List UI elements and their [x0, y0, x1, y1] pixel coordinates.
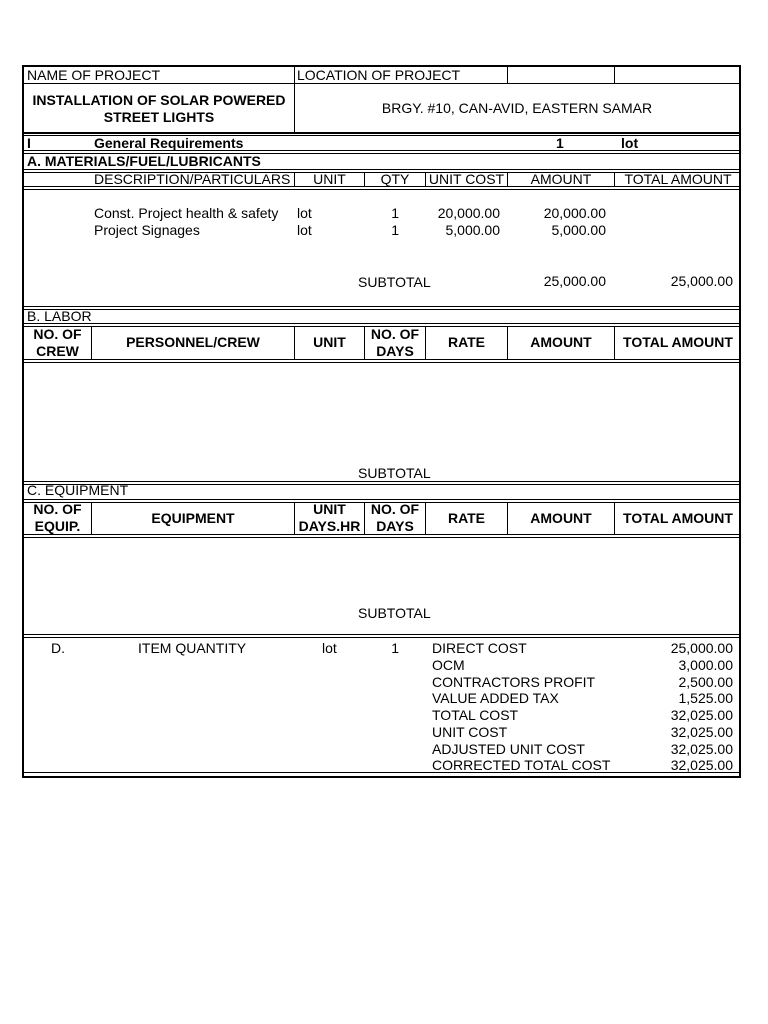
equipment-section-title: C. EQUIPMENT — [27, 482, 129, 498]
equipment-col-no-of-equip-line1: NO. OF — [33, 501, 82, 517]
rule — [24, 499, 739, 500]
col-description: DESCRIPTION/PARTICULARS — [94, 171, 291, 187]
summary-qty: 1 — [391, 640, 399, 656]
equipment-col-no-of-days — [365, 502, 425, 534]
labor-col-rate: RATE — [447, 334, 486, 350]
equipment-col-no-of-days-line1: NO. OF — [370, 501, 420, 517]
labor-col-no-of-crew-line1: NO. OF — [33, 325, 82, 342]
equipment-col-no-of-equip — [24, 502, 91, 534]
item-qty: 1 — [556, 135, 564, 151]
materials-subtotal-amount: 25,000.00 — [543, 273, 606, 289]
rule — [24, 481, 739, 482]
equipment-subtotal-label: SUBTOTAL — [358, 605, 431, 621]
material-qty: 1 — [391, 222, 399, 238]
summary-line-label: ADJUSTED UNIT COST — [432, 741, 585, 757]
equipment-col-amount: AMOUNT — [530, 509, 592, 526]
equipment-col-unit-line1: UNIT — [313, 501, 346, 517]
summary-line-value: 32,025.00 — [670, 741, 733, 757]
col-amount: AMOUNT — [530, 171, 592, 187]
material-amount: 20,000.00 — [543, 205, 606, 221]
summary-unit: lot — [322, 640, 337, 656]
equipment-col-unit-days-hr — [295, 502, 364, 534]
labor-col-total-amount: TOTAL AMOUNT — [623, 334, 733, 350]
material-unit: lot — [297, 205, 312, 221]
rule — [24, 537, 739, 538]
labor-section-title: B. LABOR — [27, 308, 92, 324]
summary-line-label: DIRECT COST — [432, 640, 527, 656]
labor-col-no-of-days-line1: NO. OF — [370, 325, 420, 342]
rule — [24, 323, 739, 324]
summary-line-label: VALUE ADDED TAX — [432, 690, 559, 706]
col-qty: QTY — [380, 171, 410, 187]
rule — [24, 169, 739, 170]
rule — [24, 484, 739, 485]
material-description: Project Signages — [94, 222, 200, 238]
labor-col-no-of-crew-line2: CREW — [36, 342, 79, 359]
materials-section-title: A. MATERIALS/FUEL/LUBRICANTS — [27, 153, 261, 169]
equipment-col-rate: RATE — [447, 509, 486, 526]
project-name-line1: INSTALLATION OF SOLAR POWERED — [32, 92, 286, 108]
rule — [507, 67, 508, 83]
summary-line-value: 2,500.00 — [678, 674, 733, 690]
name-of-project-label: NAME OF PROJECT — [27, 67, 161, 83]
equipment-col-no-of-equip-line2: EQUIP. — [34, 518, 81, 534]
summary-line-label: OCM — [432, 657, 465, 673]
rule — [24, 637, 739, 638]
labor-subtotal-label: SUBTOTAL — [358, 465, 431, 481]
summary-line-value: 3,000.00 — [678, 657, 733, 673]
item-description: General Requirements — [94, 135, 244, 151]
material-unit-cost: 20,000.00 — [437, 205, 500, 221]
equipment-col-equipment: EQUIPMENT — [151, 509, 235, 526]
item-unit: lot — [621, 135, 639, 151]
rule — [24, 132, 739, 134]
rule — [24, 306, 739, 307]
location-of-project-label: LOCATION OF PROJECT — [297, 67, 461, 83]
summary-label: D. — [51, 640, 65, 656]
materials-subtotal-total: 25,000.00 — [670, 273, 733, 289]
rule — [24, 634, 739, 635]
rule — [614, 67, 615, 83]
equipment-col-no-of-days-line2: DAYS — [376, 518, 414, 534]
labor-col-no-of-crew — [24, 326, 91, 359]
summary-line-label: CORRECTED TOTAL COST — [432, 757, 611, 773]
rule — [24, 189, 739, 190]
material-unit-cost: 5,000.00 — [445, 222, 500, 238]
summary-line-value: 32,025.00 — [670, 757, 733, 773]
project-name-line2: STREET LIGHTS — [103, 109, 215, 125]
material-unit: lot — [297, 222, 312, 238]
labor-col-personnel: PERSONNEL/CREW — [126, 334, 260, 350]
rule — [24, 362, 739, 363]
col-unit: UNIT — [313, 171, 346, 187]
item-number: I — [27, 135, 31, 151]
summary-line-label: TOTAL COST — [432, 707, 519, 723]
rule — [24, 83, 739, 84]
material-description: Const. Project health & safety — [94, 205, 279, 221]
summary-line-label: UNIT COST — [432, 724, 508, 740]
summary-line-value: 32,025.00 — [670, 707, 733, 723]
col-total-amount: TOTAL AMOUNT — [624, 171, 732, 187]
summary-line-label: CONTRACTORS PROFIT — [432, 674, 596, 690]
equipment-col-unit-line2: DAYS.HR — [298, 518, 361, 534]
project-location: BRGY. #10, CAN-AVID, EASTERN SAMAR — [381, 100, 653, 116]
summary-item-quantity: ITEM QUANTITY — [138, 640, 247, 656]
materials-subtotal-label: SUBTOTAL — [358, 274, 431, 290]
equipment-col-total-amount: TOTAL AMOUNT — [623, 509, 733, 526]
cost-estimate-sheet — [22, 65, 741, 778]
material-amount: 5,000.00 — [551, 222, 606, 238]
labor-col-unit: UNIT — [313, 334, 346, 350]
rule — [24, 309, 739, 310]
summary-line-value: 1,525.00 — [678, 690, 733, 706]
labor-col-no-of-days — [365, 326, 425, 359]
summary-line-value: 25,000.00 — [670, 640, 733, 656]
labor-col-amount: AMOUNT — [530, 334, 592, 350]
material-qty: 1 — [391, 205, 399, 221]
summary-line-value: 32,025.00 — [670, 724, 733, 740]
labor-col-no-of-days-line2: DAYS — [376, 342, 414, 359]
col-unit-cost: UNIT COST — [428, 171, 505, 187]
